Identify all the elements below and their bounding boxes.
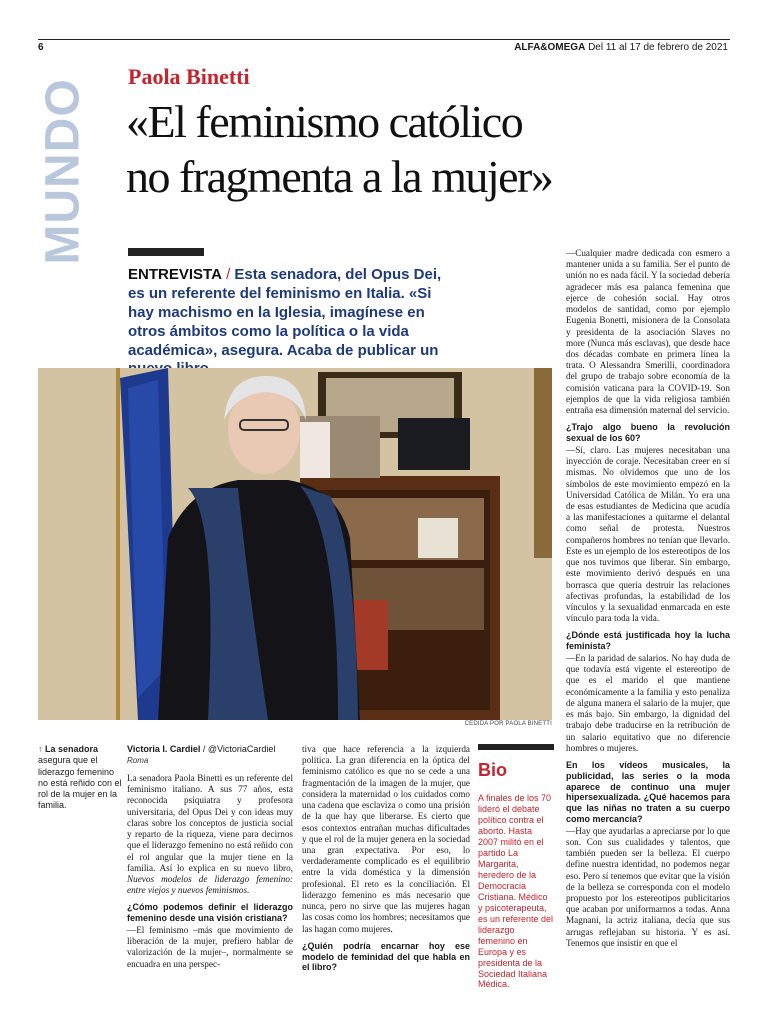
dateline: Roma [127, 756, 149, 765]
arrow-up-icon: ↑ [38, 744, 43, 754]
answer: —Hay que ayudarlas a apreciarse por lo que son. Con sus cualidades y talentos, que también pueden ser la belleza. El cuerpo define nuestra identidad, no podemos negar eso. Pero sí tenemos que evitar que la visión de la belleza se corresponda con el modelo propuesto por los estereotipos publicitarios que acaban por uniformarnos a todas. Anna Magnani, la actriz italiana, decía que sus arrugas reflejaban su historia. Y es así. Tenemos que insistir en que el [566, 825, 730, 948]
caption-bold: La senadora [45, 744, 99, 754]
header-rule [38, 39, 730, 40]
headline [126, 94, 746, 204]
headline-line-2: no fragmenta a la mujer» [126, 151, 553, 203]
publication-name: ALFA&OMEGA [514, 42, 586, 53]
answer: —Sí, claro. Las mujeres necesitaban una inyección de coraje. Necesitaban creer en sí mismas. No olvidemos que uno de los símbolos de este movimiento empezó en la Universidad Católica de Milán. Yo era una de esas estudiantes de Medicina que acudía a las manifestaciones a quitarme el delantal como señal de protesta. Nuestros compañeros hombres no tenían que llevarlo. Este es un ejemplo de los estereotipos de los que nos tuvimos que liberar. Sin embargo, este movimiento derivó después en una borrasca que quería destruir las relaciones afectivas profundas, la estabilidad de los vínculos y la sexualidad enmarcada en este vínculo para toda la vida. [566, 444, 730, 624]
bio-rule [478, 744, 554, 750]
question: ¿Quién podría encarnar hoy ese modelo de feminidad del que habla en el libro? [302, 940, 470, 973]
book-title: Nuevos modelos de liderazgo femenino: entre viejos y nuevos feminismos. [127, 873, 293, 896]
question: ¿Trajo algo bueno la revolución sexual de los 60? [566, 422, 730, 444]
masthead [514, 42, 728, 53]
question: ¿Dónde está justificada hoy la lucha feminista? [566, 630, 730, 652]
question: En los vídeos musicales, la publicidad, las series o la moda aparece de continuo una mujer hipersexualizada. ¿Qué hacemos para que las niñas no traten a su cuerpo como mercancía? [566, 759, 730, 824]
lead-slash: / [221, 266, 235, 283]
lead-paragraph [128, 266, 458, 379]
answer: —Cualquier madre dedicada con esmero a mantener unida a su familia. Ser el punto de unión no es nada fácil. Y la sociedad debería agradecer más esa palanca femenina que ejerce de cohesión social. Hay otros modelos de santidad, como por ejemplo Eugenia Bonetti, misionera de la Consolata y presidenta de la asociación Slaves no more (Nunca más esclavas), que desde hace dos décadas combate en primera línea la trata. O Alessandra Smerilli, coordinadora del grupo de trabajo sobre economía de la comisión vaticana para la COVID-19. Son ejemplos de que la vida religiosa también entraña esa dimensión maternal del servicio. [566, 248, 730, 416]
lead-kicker: ENTREVISTA [128, 266, 222, 283]
bio-title: Bio [478, 760, 507, 780]
issue-date: Del 11 al 17 de febrero de 2021 [588, 42, 728, 53]
answer: —El feminismo –más que movimiento de liberación de la mujer, prefiero hablar de valorización de la mujer–, normalmente se encuadra en una perspec- [127, 925, 293, 969]
lead-text: Esta senadora, del Opus Dei, es un referente del feminismo en Italia. «Si hay machismo en la Iglesia, imagínese en otros ámbitos como la política o la vida académica», asegura. Acaba de publicar un [128, 266, 442, 359]
caption-text: asegura que el liderazgo femenino no está reñido con el rol de la mujer en la familia. [38, 755, 122, 811]
question: ¿Cómo podemos definir el liderazgo femenino desde una visión cristiana? [127, 902, 293, 924]
section-label [36, 70, 90, 270]
article-column-3 [566, 248, 730, 955]
author-name: Victoria I. Cardiel [127, 744, 201, 754]
portrait-photo [38, 368, 552, 720]
page-number: 6 [38, 42, 44, 53]
section-text: MUNDO [36, 78, 90, 265]
article-column-2 [302, 744, 470, 974]
answer: —En la paridad de salarios. No hay duda de que todavía está vigente el estereotipo de que es el marido el que mantiene económicamente a la familia y esto penaliza de alguna manera el salario de la mujer, que es más bajo. Sin embargo, la dignidad del trabajo debe traducirse en la retribución de un salario equitativo que no diferencie hombres o mujeres. [566, 652, 730, 753]
photo-caption [38, 744, 122, 812]
bio-box [478, 744, 554, 990]
author-handle: / @VictoriaCardiel [200, 744, 276, 754]
bio-text: A finales de los 70 lideró el debate político contra el aborto. Hasta 2007 militó en el partido La Margarita, heredero de la Democracia Cristiana. Médico y psicoterapeuta, es un referente del liderazgo femenino en Europa y es presidenta de la Sociedad Italiana Médica. [478, 793, 554, 990]
lead-rule [128, 248, 204, 256]
intro-text: La senadora Paola Binetti es un referente del feminismo italiano. A sus 77 años, esta reconocida psiquiatra y profesora universitaria, del Opus Dei y con ideas muy claras sobre los conceptos de justicia social y reparto de la riqueza, viene para decirnos que el liderazgo femenino no está reñido con el rol angular que la mujer tiene en la familia. Así lo explica en su nuevo libro, [127, 773, 293, 873]
intro-paragraph [127, 773, 293, 896]
article-column-1 [127, 744, 293, 976]
photo-credit: CEDIDA POR PAOLA BINETTI [464, 721, 552, 727]
byline [127, 744, 293, 754]
portrait-illustration [38, 368, 552, 720]
interviewee-name: Paola Binetti [128, 64, 250, 89]
headline-line-1: «El feminismo católico [126, 96, 523, 147]
answer: tiva que hace referencia a la izquierda política. La gran diferencia en la óptica del feminismo católico es que no se cede a una fragmentación de la imagen de la mujer, que considera la maternidad o los cuidados como una cadena que esclaviza o como una prisión de la que hay que liberarse. Es cierto que esos contextos entrañan muchas dificultades y que el rol de la mujer genera en la sociedad una gran expectativa. Por eso, lo verdaderamente complicado es el equilibrio entre la vida doméstica y la dimensión profesional. El reto es la conciliación. El liderazgo femenino es más necesario que nunca, pero no sirve que las mujeres hagan las cosas como los hombres; necesitamos que las hagan como mujeres. [302, 744, 470, 934]
